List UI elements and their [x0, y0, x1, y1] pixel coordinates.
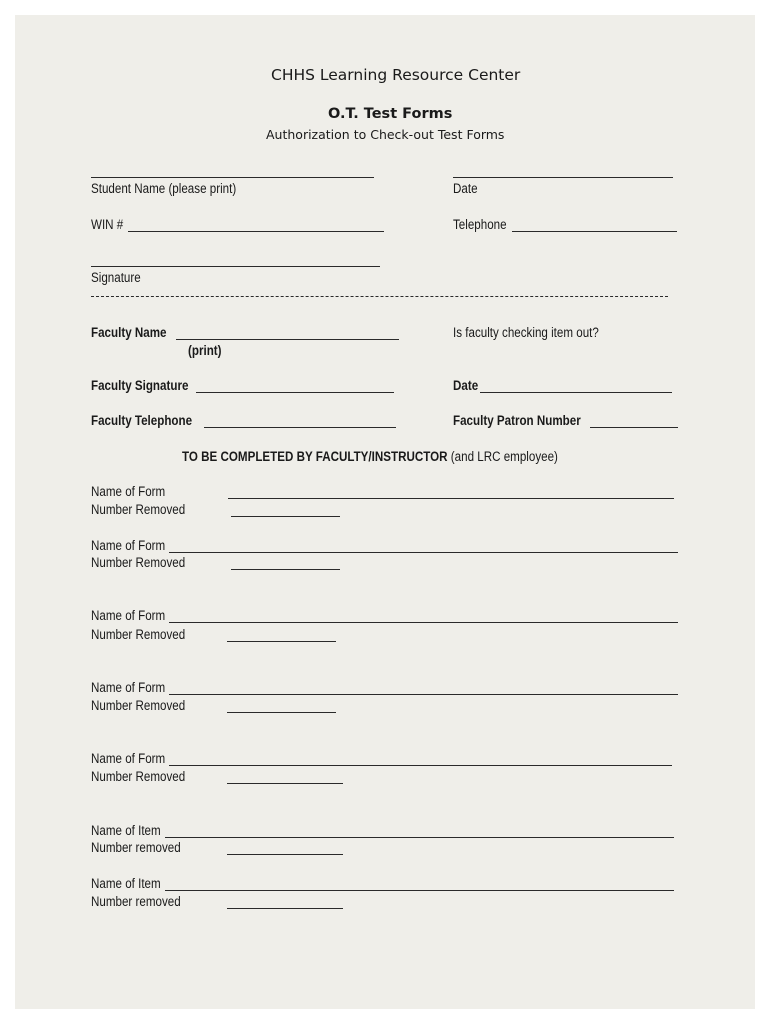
faculty-name-line[interactable]	[176, 339, 399, 340]
section-heading	[182, 450, 558, 464]
form-name-line[interactable]	[169, 694, 678, 695]
win-label: WIN #	[91, 217, 124, 232]
student-name-line[interactable]	[91, 177, 374, 178]
org-name: CHHS Learning Resource Center	[271, 66, 521, 84]
form-title: O.T. Test Forms	[328, 106, 453, 122]
form-name-line[interactable]	[228, 498, 674, 499]
item-name-label: Name of Item	[91, 823, 161, 838]
faculty-date-line[interactable]	[480, 392, 672, 393]
signature-label: Signature	[91, 270, 141, 285]
faculty-signature-label: Faculty Signature	[91, 378, 189, 393]
form-name-line[interactable]	[169, 552, 678, 553]
number-removed-line[interactable]	[231, 516, 340, 517]
section-heading-rest: (and LRC employee)	[450, 449, 558, 464]
faculty-telephone-line[interactable]	[204, 427, 396, 428]
date-line[interactable]	[453, 177, 673, 178]
number-removed-label: Number removed	[91, 894, 181, 909]
form-name-label: Name of Form	[91, 680, 166, 695]
number-removed-line[interactable]	[227, 712, 336, 713]
faculty-name-label: Faculty Name	[91, 325, 167, 340]
separator-line	[91, 296, 668, 297]
item-name-line[interactable]	[165, 890, 674, 891]
number-removed-line[interactable]	[227, 854, 343, 855]
telephone-label: Telephone	[453, 217, 507, 232]
faculty-signature-line[interactable]	[196, 392, 394, 393]
student-name-label: Student Name (please print)	[91, 181, 237, 196]
section-heading-bold: TO BE COMPLETED BY FACULTY/INSTRUCTOR	[182, 449, 448, 464]
faculty-checking-label: Is faculty checking item out?	[453, 325, 599, 340]
form-subtitle: Authorization to Check-out Test Forms	[266, 127, 505, 142]
win-line[interactable]	[128, 231, 384, 232]
item-name-line[interactable]	[165, 837, 674, 838]
item-name-label: Name of Item	[91, 876, 161, 891]
print-label: (print)	[188, 343, 222, 358]
form-name-line[interactable]	[169, 622, 678, 623]
faculty-date-label: Date	[453, 378, 479, 393]
form-name-line[interactable]	[169, 765, 672, 766]
number-removed-line[interactable]	[231, 569, 340, 570]
form-name-label: Name of Form	[91, 484, 166, 499]
faculty-patron-line[interactable]	[590, 427, 678, 428]
number-removed-label: Number Removed	[91, 769, 186, 784]
number-removed-label: Number Removed	[91, 555, 186, 570]
number-removed-line[interactable]	[227, 908, 343, 909]
signature-line[interactable]	[91, 266, 380, 267]
faculty-telephone-label: Faculty Telephone	[91, 413, 193, 428]
number-removed-label: Number Removed	[91, 502, 186, 517]
number-removed-label: Number Removed	[91, 627, 186, 642]
form-name-label: Name of Form	[91, 608, 166, 623]
number-removed-label: Number Removed	[91, 698, 186, 713]
number-removed-label: Number removed	[91, 840, 181, 855]
telephone-line[interactable]	[512, 231, 677, 232]
form-name-label: Name of Form	[91, 751, 166, 766]
form-name-label: Name of Form	[91, 538, 166, 553]
number-removed-line[interactable]	[227, 641, 336, 642]
faculty-patron-label: Faculty Patron Number	[453, 413, 581, 428]
date-label: Date	[453, 181, 478, 196]
number-removed-line[interactable]	[227, 783, 343, 784]
